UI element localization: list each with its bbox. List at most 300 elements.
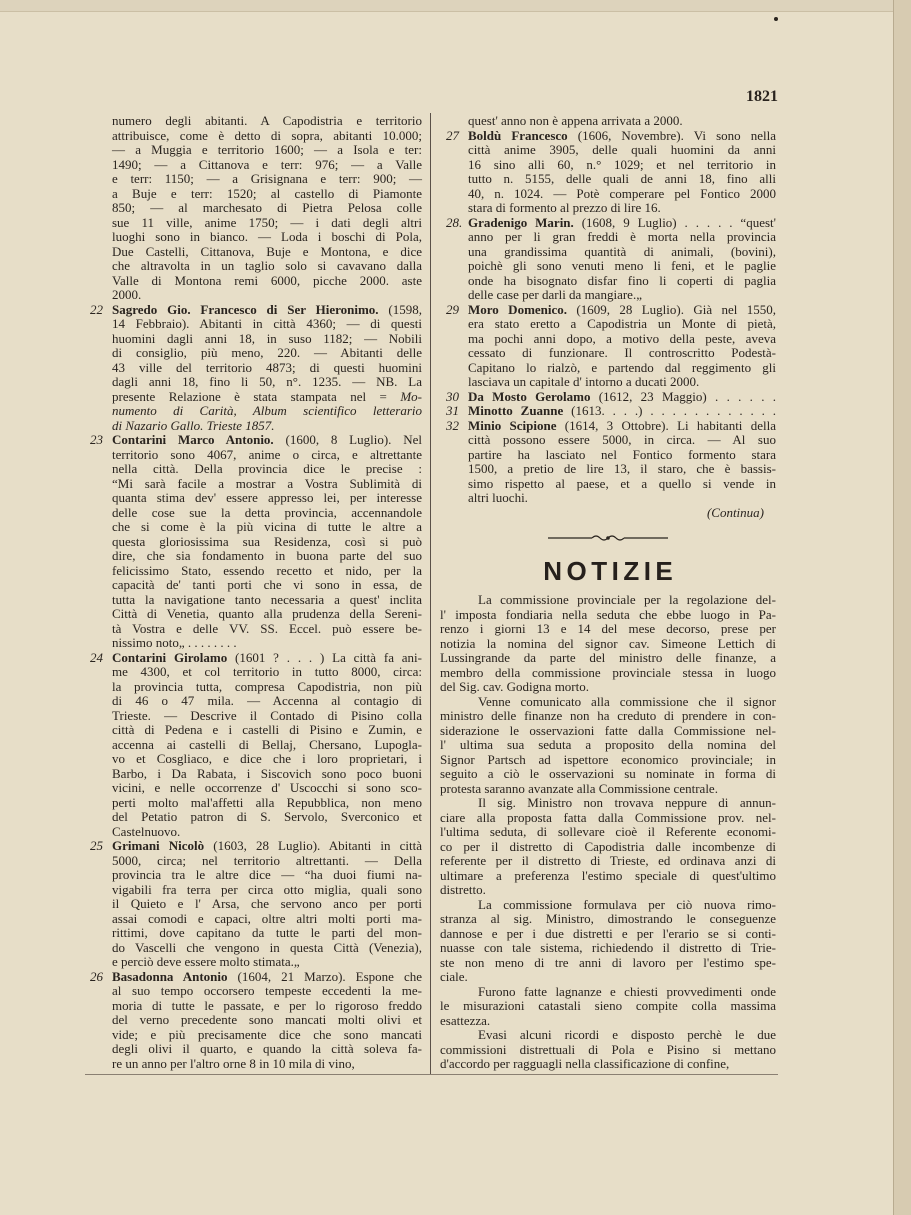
entry-name: Grimani Nicolò (112, 838, 205, 853)
text-line (440, 970, 776, 985)
text-run: tutta la navigatione tanto necessaria a quest' inclita (112, 591, 422, 607)
text-run: Città di Venetia, quanto alla prudenza della Sereni- (112, 606, 422, 621)
text-line (112, 781, 422, 796)
text-run: città possono essere 5000, in circa. — Al suo (468, 432, 776, 447)
text-run: territorio sono 4067, anime o circa, e altrettante (112, 446, 422, 462)
text-line (112, 825, 422, 840)
text-line (112, 1057, 422, 1072)
text-run: — a Muggia e territorio 1600; — a Isola e ter: (112, 142, 422, 157)
paper-right-edge (893, 0, 911, 1215)
news-paragraph (440, 695, 776, 797)
text-line (468, 462, 776, 477)
news-section (440, 593, 776, 1072)
text-line (440, 666, 776, 681)
text-line (440, 637, 776, 652)
text-line (440, 753, 776, 768)
text-line (112, 448, 422, 463)
text-line (440, 898, 776, 913)
text-line (90, 432, 422, 448)
text-line (468, 274, 776, 289)
text-line (440, 840, 776, 855)
text-run: 16 sino alli 60, n.° 1029; et nel territorio in (468, 156, 776, 172)
text-line (112, 535, 422, 550)
text-run: vide; e più precisamente dice che sono mancati (112, 1026, 422, 1042)
text-line (112, 201, 422, 216)
text-run: del verno precedente sono mancati molti olivi et (112, 1012, 422, 1027)
text-run: Furono fatte lagnanze e chiesti provvedimenti onde (478, 983, 776, 999)
text-run: huomini dagli anni 18, in suso 1182; — Nobili (112, 330, 422, 346)
text-run: l' ultima sua seduta a proposito della nomina del (440, 737, 776, 752)
text-run: “Mi sarà facile a mostrar a Vostra Sublimità di (112, 475, 422, 491)
text-run: Valle di Montona remi 6000, picche 2000. aste (112, 272, 422, 288)
entry-30 (446, 388, 776, 405)
left-column (90, 113, 423, 1071)
text-run: ciale. (440, 969, 468, 984)
text-line (112, 129, 422, 144)
text-line (112, 999, 422, 1014)
text-run: degli olivi il quarto, e quando la città soleva fa- (112, 1041, 422, 1056)
paper-top-edge (0, 0, 911, 12)
text-run: Trieste. — Descrive il Contado di Pisino colla (112, 707, 422, 723)
text-run: (1613. . . .) . . . . . . . . . . . . (563, 403, 776, 418)
text-run: stranza al sig. Ministro, dimostrando le conseguenze (440, 911, 776, 926)
text-line (440, 883, 776, 898)
text-line (112, 796, 422, 811)
right-column (446, 113, 776, 506)
entry-31 (446, 403, 776, 419)
text-line (440, 999, 776, 1014)
text-run: Evasi alcuni ricordi e disposto perchè le due (478, 1027, 776, 1042)
text-run: La commissione formulava per ciò nuova rimo- (478, 896, 776, 912)
text-run: provincia tra le altre dice — “ha duoi fiumi na- (112, 867, 422, 882)
entry-number: 25 (90, 838, 103, 853)
text-line (468, 288, 776, 303)
text-line (112, 506, 422, 521)
text-run: distretto. (440, 882, 486, 897)
text-line (112, 709, 422, 724)
text-line (112, 868, 422, 883)
text-run: (1600, 8 Luglio). Nel (273, 432, 422, 447)
text-run: Castelnuovo. (112, 823, 181, 839)
text-line (112, 288, 422, 303)
entry-32 (446, 417, 776, 506)
continued-text (112, 114, 422, 303)
text-run: numero degli abitanti. A Capodistria e territorio (112, 113, 422, 128)
text-run: perti molto mal'affetti alla Repubblica, non meno (112, 794, 422, 810)
text-line (112, 419, 422, 434)
text-line (112, 361, 422, 376)
text-run: assai comodi e capaci, oltre altri molti porti ma- (112, 910, 422, 926)
text-run: quanta stima dev' essere appresso lei, per interesse (112, 490, 422, 505)
text-run: partire ha lasciato nel Fontico formento stara (468, 446, 776, 462)
text-line (468, 491, 776, 506)
text-line (112, 593, 422, 608)
text-line (112, 375, 422, 390)
text-line (440, 825, 776, 840)
text-run: commissioni distrettuali di Pola e Pisino si mettano (440, 1041, 776, 1057)
text-run: ultimare a preferenza l'estimo speciale di quest'ultimo (440, 867, 776, 883)
entry-25 (90, 838, 422, 970)
text-run: la provincia tutta, compresa Capodistria, non più (112, 678, 422, 694)
text-run: (1608, 9 Luglio) . . . . . “quest' (573, 214, 776, 230)
text-line (440, 927, 776, 942)
text-line (440, 796, 776, 811)
entry-22 (90, 301, 422, 434)
text-line (112, 636, 422, 651)
text-run: (1598, (378, 301, 422, 317)
text-line (90, 968, 422, 985)
text-line (440, 1028, 776, 1043)
text-line (440, 1043, 776, 1058)
text-line (440, 724, 776, 739)
text-line (112, 955, 422, 970)
text-line (112, 767, 422, 782)
text-line (112, 810, 422, 825)
text-run: ministro delle finanze non ha creduto di prendere in con- (440, 708, 776, 723)
text-run: nissimo noto„ . . . . . . . . (112, 635, 237, 650)
entry-name: Contarini Marco Antonio. (112, 432, 274, 447)
text-run: co per il distretto di Capodistria dalle incombenze di (440, 838, 776, 854)
text-line (446, 403, 776, 419)
text-run: dannose e per i due distretti e per l'erario se si conti- (440, 925, 776, 941)
text-line (468, 433, 776, 448)
text-run: ma pochi anni dopo, a motivo della peste, aveva (468, 330, 776, 346)
text-run: Capitano lo rialzò, e partendo dal reggimento gli (468, 359, 776, 375)
text-line (440, 956, 776, 971)
italic-text: numento di Carità, Album scientifico letterario (112, 403, 422, 418)
text-run: capacità de' tanti porti che vi sono in essa, de (112, 577, 422, 592)
entry-name: Sagredo Gio. Francesco di Ser Hieronimo. (112, 301, 379, 317)
text-run: 43 ville del territorio 4873; di questi huomini (112, 359, 422, 375)
entry-number: 32 (446, 417, 459, 433)
entry-name: Moro Domenico. (468, 301, 568, 317)
news-paragraph (440, 796, 776, 898)
text-run: era stato eretto a Capodistria un Monte di pietà, (468, 316, 776, 331)
text-run: Venne comunicato alla commissione che il signor (478, 693, 776, 709)
text-line (446, 127, 776, 144)
ornamental-divider (548, 533, 668, 543)
text-run: ste non meno di tre anni di lavoro per l'estimo spe- (440, 954, 776, 970)
text-line (468, 332, 776, 347)
italic-text: di Nazario Gallo. Trieste 1857. (112, 417, 275, 433)
text-run: cessato di funzionare. Il controscritto Podestà- (468, 345, 776, 360)
entry-number: 22 (90, 301, 103, 317)
text-run: me 4300, et col territorio in tutto 8000, circa: (112, 664, 422, 679)
text-run: e terr: 1150; — a Grisignana e terr: 900; — (112, 171, 422, 186)
entry-27 (446, 127, 776, 216)
column-rule (430, 113, 431, 1074)
text-line (468, 361, 776, 376)
text-line (112, 622, 422, 637)
text-run: e perciò deve essere molto stimata.„ (112, 954, 300, 969)
text-run: protesta saranno avanzate alla Commissione centrale. (440, 780, 718, 796)
text-run: questa gloriosissima sua Residenza, così si può (112, 533, 422, 549)
entry-name: Minotto Zuanne (468, 403, 564, 418)
ink-dot (774, 17, 778, 21)
text-run: Signor Partsch ad ispettore economico provinciale; in (440, 751, 776, 767)
text-line (112, 230, 422, 245)
text-line (468, 317, 776, 332)
text-line (112, 114, 422, 129)
text-line (112, 984, 422, 999)
text-run: delle cose sue la detta provincia, accennandole (112, 504, 422, 520)
text-run: esattezza. (440, 1012, 491, 1028)
text-line (112, 216, 422, 231)
entry-number: 24 (90, 649, 103, 665)
text-line (468, 187, 776, 202)
text-line (112, 317, 422, 332)
text-line (112, 564, 422, 579)
text-line (112, 143, 422, 158)
text-line (90, 301, 422, 318)
text-run: accenna ai castelli di Bellaj, Chersano, Lupogla- (112, 736, 422, 752)
text-line (440, 854, 776, 869)
entry-26 (90, 968, 422, 1072)
entry-number: 23 (90, 432, 103, 447)
text-run: tà Vostra e delle VV. SS. Eccel. può essere be- (112, 620, 422, 636)
text-line (440, 869, 776, 884)
text-line (468, 172, 776, 187)
text-line (440, 782, 776, 797)
text-line (112, 854, 422, 869)
text-line (440, 811, 776, 826)
text-run: 850; — al marchesato di Pietra Pelosa colle (112, 200, 422, 215)
text-run: delle case per darli da mangiare.„ (468, 287, 642, 302)
text-run: del Sig. cav. Godigna morto. (440, 679, 589, 694)
text-run: do Vascelli che vengono in questa Città (Venezia), (112, 939, 422, 955)
text-run: renzo i giorni 13 e 14 del mese decorso, prese per (440, 621, 776, 636)
entry-23 (90, 432, 422, 651)
text-line (468, 346, 776, 361)
text-run: d'accordo per ragguagli nella classificazione di confine, (440, 1056, 730, 1071)
text-run: stara di formento al prezzo di lire 16. (468, 200, 661, 215)
text-run: di consiglio, più meno, 220. — Abitanti delle (112, 345, 422, 360)
text-run: felicissimo Stato, essendo recetto et nido, per la (112, 562, 422, 578)
text-line (112, 883, 422, 898)
text-run: onde ha bisognato disfar fino li coperti di paglia (468, 272, 776, 288)
text-line (90, 838, 422, 854)
text-run: seguito a ciò le osservazioni su nominate in forma di (440, 766, 776, 781)
text-line (112, 694, 422, 709)
section-heading: NOTIZIE (543, 556, 678, 586)
text-run: poichè gli sono venuti meno li feni, et le paglie (468, 258, 776, 273)
text-line (112, 491, 422, 506)
text-run: vo et Cosgliaco, e dice che i loro proprietari, i (112, 751, 422, 766)
text-run: re un anno per l'altro orne 8 in 10 mila di vino, (112, 1055, 355, 1071)
text-run: nuasse con tale sistema, richiedendo il distretto di Trie- (440, 940, 776, 955)
text-line (112, 187, 422, 202)
text-run: (1614, 3 Ottobre). Li habitanti della (556, 417, 776, 433)
text-run: Lussingrande da parte del ministro delle finanze, a (440, 650, 776, 665)
text-run: ciare alla proposta fatta dalla Commissione prov. nel- (440, 809, 776, 825)
entry-name: Contarini Girolamo (112, 649, 228, 665)
text-run: (1606, Novembre). Vi sono nella (567, 127, 776, 143)
text-line (468, 114, 776, 129)
text-run: presente Relazione è stata stampata nel = (112, 388, 401, 404)
text-run: membro della commissione provinciale stessa in luogo (440, 664, 776, 680)
text-line (112, 404, 422, 419)
text-run: siderazione le osservazioni fatte dalla Commissione nel- (440, 722, 776, 738)
text-run: Il sig. Ministro non trovava neppure di annun- (478, 795, 776, 810)
text-run: sue 11 ville, anime 1750; — i dati degli altri (112, 214, 422, 230)
text-line (112, 912, 422, 927)
text-run: città anime 3905, delle quali huomini da anni (468, 142, 776, 157)
entry-name: Da Mosto Gerolamo (468, 388, 591, 404)
text-line (112, 245, 422, 260)
text-line (112, 897, 422, 912)
news-paragraph (440, 1028, 776, 1072)
text-run: referente per il distretto di Trieste, ed ordinava anzi di (440, 853, 776, 868)
news-paragraph (440, 985, 776, 1029)
text-line (446, 214, 776, 231)
text-line (112, 346, 422, 361)
text-run: (1604, 21 Marzo). Espone che (227, 968, 422, 984)
text-run: simo rispetto al paese, et a quello si vende in (468, 475, 776, 491)
text-run: 1490; — a Cittanova e terr: 976; — a Valle (112, 156, 422, 172)
entry-number: 27 (446, 127, 459, 143)
text-line (112, 172, 422, 187)
text-line (468, 230, 776, 245)
text-line (440, 709, 776, 724)
news-paragraph (440, 593, 776, 695)
text-run: 1500, a pretio de lire 13, il staro, che è bassis- (468, 461, 776, 476)
text-line (112, 332, 422, 347)
entry-name: Basadonna Antonio (112, 968, 228, 984)
text-line (440, 985, 776, 1000)
text-line (112, 259, 422, 274)
text-run: nella città. Della provincia dice le precise : (112, 461, 422, 476)
text-line (112, 578, 422, 593)
text-run: al suo tempo occorsero tempeste eccedenti la me- (112, 983, 422, 998)
text-run: anno per li gran freddi è morta nella provincia (468, 229, 776, 244)
text-line (440, 680, 776, 695)
text-run: moria di tutte le passate, e per lo rigoroso freddo (112, 997, 422, 1013)
text-line (440, 912, 776, 927)
text-line (446, 301, 776, 318)
text-run: luoghi sono in bianco. — Loda i boschi di Pola, (112, 229, 422, 244)
page-number: 1821 (746, 88, 778, 105)
text-run: vicini, e nelle occorrenze d' Uscocchi si sono sco- (112, 780, 422, 795)
italic-text: Mo- (400, 388, 422, 404)
text-run: attribuisce, come è detto di sopra, abitanti 10.000; (112, 127, 422, 143)
text-line (440, 941, 776, 956)
text-line (440, 622, 776, 637)
entry-29 (446, 301, 776, 390)
text-run: lasciava un capitale d' intorno a ducati 2000. (468, 374, 700, 389)
entry-number: 28. (446, 214, 463, 230)
text-line (440, 608, 776, 623)
text-line (112, 462, 422, 477)
text-run: 14 Febbraio). Abitanti in città 4360; — di questi (112, 316, 422, 331)
text-line (112, 158, 422, 173)
entry-number: 31 (446, 403, 459, 418)
continued-text (468, 114, 776, 129)
text-line (468, 375, 776, 390)
text-line (112, 1028, 422, 1043)
text-run: città di Pedena e i castelli di Pisino e Zumin, e (112, 722, 422, 737)
text-line (440, 593, 776, 608)
text-run: l' imposta fondiaria nella seduta che ebbe luogo in Pa- (440, 606, 776, 622)
text-run: l'ultima seduta, di sollevare cioè il Referente economi- (440, 824, 776, 839)
text-line (112, 549, 422, 564)
text-run: (1609, 28 Luglio). Già nel 1550, (567, 301, 776, 317)
bottom-rule (85, 1074, 778, 1075)
text-line (112, 274, 422, 289)
entry-name: Gradenigo Marin. (468, 214, 574, 230)
text-run: 5000, circa; nel territorio altrettanti. — Della (112, 852, 422, 868)
text-line (112, 390, 422, 405)
text-line (112, 723, 422, 738)
text-run: Barbo, i Da Rabata, i Siscovich sono poco buoni (112, 765, 422, 781)
text-run: il Quieto e l' Arsa, che servono anco per porti (112, 896, 422, 911)
text-line (468, 158, 776, 173)
text-line (112, 738, 422, 753)
text-line (112, 520, 422, 535)
text-line (468, 448, 776, 463)
text-run: Due Castelli, Cittanova, Buje e Montona, e dice (112, 243, 422, 259)
entry-number: 29 (446, 301, 459, 317)
text-run: dagli anni 18, fino li 50, n°. 1235. — NB. La (112, 374, 422, 389)
text-run: notizia la nomina del signor cav. Simeone Lettich di (440, 635, 776, 651)
text-line (446, 388, 776, 405)
text-run: che si come è la più vicina di tutte le altre a (112, 519, 422, 534)
text-line (112, 680, 422, 695)
text-run: altri luochi. (468, 490, 528, 505)
text-line (112, 1013, 422, 1028)
entry-number: 30 (446, 388, 459, 404)
text-line (468, 245, 776, 260)
text-line (446, 417, 776, 434)
text-run: 40, n. 1024. — Potè comperare pel Fontico 2000 (468, 185, 776, 201)
text-line (112, 1042, 422, 1057)
text-run: (1603, 28 Luglio). Abitanti in città (204, 838, 422, 853)
entry-24 (90, 649, 423, 840)
text-line (112, 607, 422, 622)
text-line (440, 738, 776, 753)
text-run: rittimi, dove capitano da tutte le parti del mon- (112, 925, 422, 940)
text-line (440, 695, 776, 710)
text-run: del Petatio patron di S. Servolo, Sverconico et (112, 809, 422, 824)
text-run: vigabili fra terra per circa otto miglia, quali sono (112, 881, 422, 897)
text-run: (1601 ? . . . ) La città fa ani- (227, 649, 423, 665)
text-run: tutto n. 5155, delle quali de anni 18, fino alli (468, 171, 776, 186)
text-line (468, 143, 776, 158)
text-line (468, 201, 776, 216)
text-line (112, 926, 422, 941)
news-paragraph (440, 898, 776, 985)
text-run: La commissione provinciale per la regolazione del- (478, 592, 776, 607)
text-line (440, 1014, 776, 1029)
entry-name: Boldù Francesco (468, 127, 568, 143)
text-line (440, 1057, 776, 1072)
text-run: (1612, 23 Maggio) . . . . . . (590, 388, 776, 404)
entry-28 (446, 214, 776, 303)
text-run: a Buje e terr: 1520; al castello di Piamonte (112, 185, 422, 201)
text-line (440, 767, 776, 782)
text-line (468, 259, 776, 274)
text-run: di 46 o 47 mila. — Accenna al contagio di (112, 693, 422, 708)
text-run: che altravolta in un taglio solo si cavavano dalla (112, 258, 422, 273)
entry-name: Minio Scipione (468, 417, 557, 433)
text-line (112, 752, 422, 767)
text-line (468, 477, 776, 492)
text-run: 2000. (112, 287, 142, 302)
text-line (440, 651, 776, 666)
text-run: una grandissima quantità di animali, (bovini), (468, 243, 776, 259)
text-line (112, 665, 422, 680)
text-line (90, 649, 423, 666)
continued-note: (Continua) (706, 504, 764, 520)
